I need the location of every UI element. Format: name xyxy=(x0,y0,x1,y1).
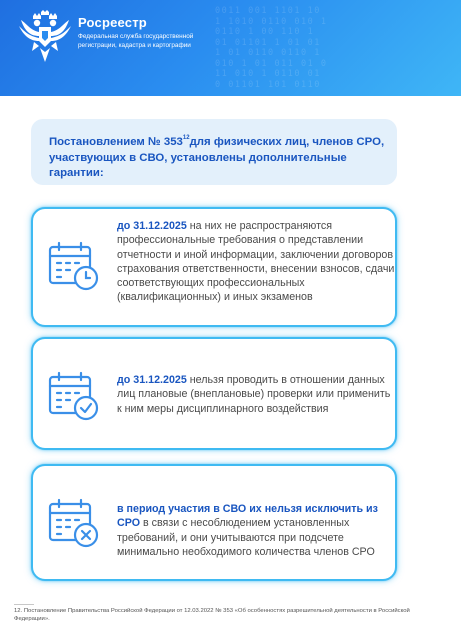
calendar-clock-icon xyxy=(47,239,101,293)
card-3-highlight: в период участия в СВО их нельзя исключить из СРО xyxy=(117,503,378,530)
card-2-body: нельзя проводить в отношении данных лиц плановые (внеплановые) проверки или применить к ним меры дисциплинарного воздействия xyxy=(117,374,391,415)
card-3-body: в связи с несоблюдением установленных требований, и они учитываются при подсчете минимально необходимого количества членов СРО xyxy=(117,517,375,558)
calendar-check-icon xyxy=(47,369,101,423)
footnote-ref: 12 xyxy=(182,135,190,141)
card-3-text xyxy=(117,502,395,559)
card-1-highlight: до 31.12.2025 xyxy=(117,220,187,232)
guarantee-card-3 xyxy=(31,464,397,581)
brand-name: Росреестр xyxy=(78,15,147,30)
header-banner xyxy=(0,0,461,96)
card-1-text xyxy=(117,219,395,305)
intro-text-start: Постановлением № 353 xyxy=(49,136,183,148)
intro-text-end: для физических лиц, членов СРО, участвующих в СВО, установлены дополнительные гарантии: xyxy=(49,136,385,179)
card-1-body: на них не распространяются профессиональные требования о представлении отчетности и иной информации, заключении договоров страхования ответственности, внесении взносов, сдачи соответствующих профессиональных (квалификационных) и иных экзаменов xyxy=(117,220,395,304)
intro-box xyxy=(31,119,397,185)
calendar-cross-icon xyxy=(47,496,101,550)
footnote: 12. Постановление Правительства Российской Федерации от 12.03.2022 № 353 «Об особенностях разрешительной деятельности в Российской Федерации». xyxy=(14,608,410,622)
guarantee-card-2 xyxy=(31,337,397,450)
footnote-divider xyxy=(14,604,34,605)
brand-subtitle: Федеральная служба государственной регистрации, кадастра и картографии xyxy=(78,33,194,49)
guarantee-card-1 xyxy=(31,207,397,327)
binary-pattern: 0011 001 1101 10 1 1010 0110 010 1 0110 1 00 110 1 01 01101 1 01 01 1 01 0110 0110 1 010 1 01 011 01 0 11 010 1 0110 01 0 01101 101 0110 xyxy=(215,6,328,90)
card-2-text xyxy=(117,373,395,416)
card-2-highlight: до 31.12.2025 xyxy=(117,374,187,386)
eagle-emblem-logo xyxy=(17,10,73,64)
intro-text xyxy=(49,135,394,182)
